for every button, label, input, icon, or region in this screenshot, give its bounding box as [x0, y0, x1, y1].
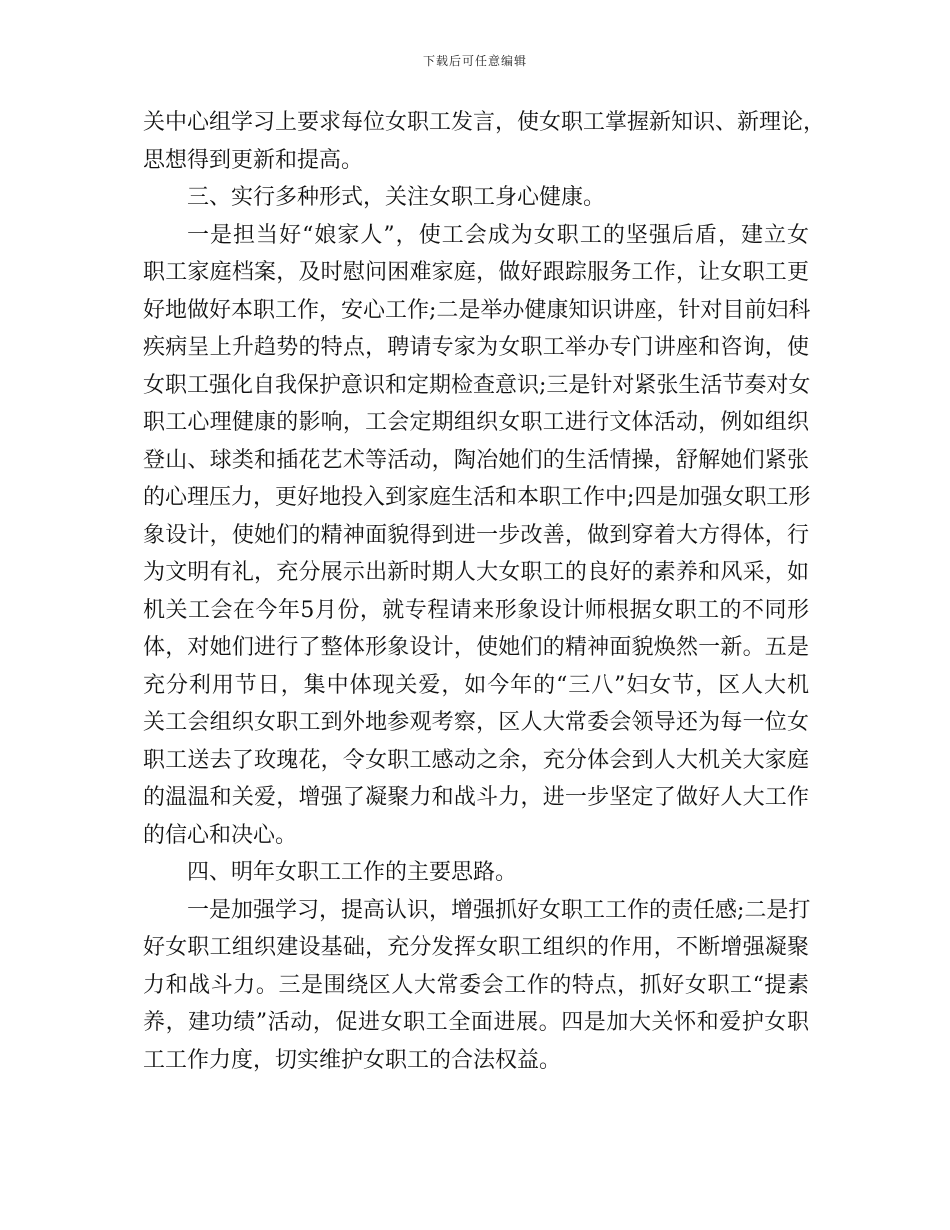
- text-line: 好地做好本职工作，安心工作;二是举办健康知识讲座，针对目前妇科: [143, 297, 811, 323]
- text-line: 的心理压力，更好地投入到家庭生活和本职工作中;四是加强女职工形: [143, 485, 811, 510]
- page-header: 下载后可任意编辑: [422, 54, 527, 68]
- text-line: 的信心和决心。: [143, 822, 298, 848]
- text-line: 女职工强化自我保护意识和定期检查意识;三是针对紧张生活节奏对女: [143, 372, 811, 398]
- text-line: 好女职工组织建设基础，充分发挥女职工组织的作用，不断增强凝聚: [143, 935, 809, 960]
- text-line: 一是担当好“娘家人”，使工会成为女职工的坚强后盾，建立女: [187, 222, 809, 248]
- document-body: [143, 104, 826, 1079]
- text-line: 关工会组织女职工到外地参观考察，区人大常委会领导还为每一位女: [143, 710, 809, 735]
- text-line: 为文明有礼，充分展示出新时期人大女职工的良好的素养和风采，如: [143, 560, 809, 585]
- text-line: 象设计，使她们的精神面貌得到进一步改善，做到穿着大方得体，行: [143, 522, 809, 548]
- text-line: 职工家庭档案，及时慰问困难家庭，做好跟踪服务工作，让女职工更: [143, 260, 809, 285]
- text-line: 登山、球类和插花艺术等活动，陶冶她们的生活情操，舒解她们紧张: [143, 447, 809, 473]
- text-line: 充分利用节日，集中体现关爱，如今年的“三八”妇女节，区人大机: [143, 672, 809, 698]
- text-line: 体，对她们进行了整体形象设计，使她们的精神面貌焕然一新。五是: [143, 635, 809, 660]
- text-line: 工工作力度，切实维护女职工的合法权益。: [143, 1047, 562, 1073]
- text-line: 三、实行多种形式，关注女职工身心健康。: [187, 185, 606, 210]
- text-line: 疾病呈上升趋势的特点，聘请专家为女职工举办专门讲座和咨询，使: [143, 335, 809, 360]
- text-line: 职工心理健康的影响，工会定期组织女职工进行文体活动，例如组织: [143, 410, 809, 435]
- text-line: 力和战斗力。三是围绕区人大常委会工作的特点，抓好女职工“提素: [143, 972, 809, 998]
- text-line: 的温温和关爱，增强了凝聚力和战斗力，进一步坚定了做好人大工作: [143, 785, 809, 810]
- text-line: 四、明年女职工工作的主要思路。: [187, 860, 518, 885]
- text-line: 思想得到更新和提高。: [143, 147, 364, 173]
- text-line: 机关工会在今年5月份，就专程请来形象设计师根据女职工的不同形: [143, 597, 809, 623]
- text-line: 一是加强学习，提高认识，增强抓好女职工工作的责任感;二是打: [187, 897, 811, 923]
- text-line: 职工送去了玫瑰花，令女职工感动之余，充分体会到人大机关大家庭: [143, 747, 809, 773]
- text-line: 养，建功绩”活动，促进女职工全面进展。四是加大关怀和爱护女职: [143, 1010, 809, 1035]
- text-line: 关中心组学习上要求每位女职工发言，使女职工掌握新知识、新理论，: [143, 110, 826, 135]
